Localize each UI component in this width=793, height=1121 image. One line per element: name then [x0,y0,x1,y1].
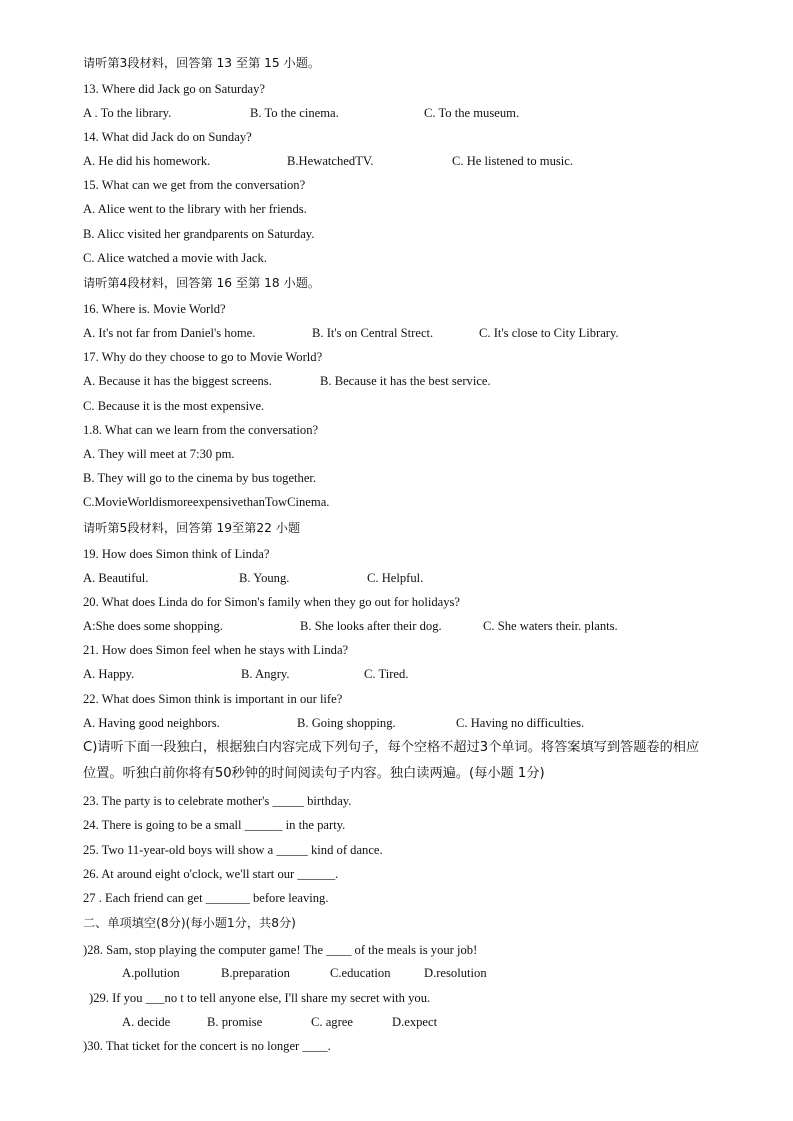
q19-option-a: A. Beautiful. [83,571,149,585]
question-29: )29. If you ___no t to tell anyone else, I'll share my secret with you. [89,991,431,1005]
q19-option-b: B. Young. [239,571,290,585]
question-25: 25. Two 11-year-old boys will show a _____ kind of dance. [83,843,383,857]
q17-option-a: A. Because it has the biggest screens. [83,374,272,388]
question-14: 14. What did Jack do on Sunday? [83,130,252,144]
q13-option-c: C. To the museum. [424,106,520,120]
question-28: )28. Sam, stop playing the computer game! The ____ of the meals is your job! [83,943,478,957]
q22-option-b: B. Going shopping. [297,716,396,730]
section-5-header: 请听第5段材料，回答第 19至第22 小题 [83,521,301,535]
q29-option-c: C. agree [311,1015,353,1029]
q28-option-a: A.pollution [122,966,180,980]
part-c-instructions-line1: C)请听下面一段独白，根据独白内容完成下列句子，每个空格不超过3个单词。将答案填写到答题卷的相应 [83,740,700,755]
q20-option-c: C. She waters their. plants. [483,619,618,633]
q17-option-b: B. Because it has the best service. [320,374,491,388]
section-3-header: 请听第3段材料，回答第 13 至第 15 小题。 [83,56,321,70]
q21-option-b: B. Angry. [241,667,290,681]
q20-option-a: A:She does some shopping. [83,619,223,633]
q14-option-c: C. He listened to music. [452,154,574,168]
q22-option-a: A. Having good neighbors. [83,716,220,730]
q29-option-a: A. decide [122,1015,171,1029]
q21-option-a: A. Happy. [83,667,135,681]
q18-option-a: A. They will meet at 7:30 pm. [83,447,235,461]
question-23: 23. The party is to celebrate mother's _____ birthday. [83,794,352,808]
section-4-header: 请听第4段材料，回答第 16 至第 18 小题。 [83,276,321,290]
q29-option-d: D.expect [392,1015,438,1029]
q15-option-c: C. Alice watched a movie with Jack. [83,251,267,265]
question-17: 17. Why do they choose to go to Movie World? [83,350,323,364]
q15-option-b: B. Alicc visited her grandparents on Saturday. [83,227,315,241]
question-19: 19. How does Simon think of Linda? [83,547,270,561]
q21-option-c: C. Tired. [364,667,409,681]
question-24: 24. There is going to be a small ______ in the party. [83,818,346,832]
q14-option-a: A. He did his homework. [83,154,211,168]
part-c-instructions-line2: 位置。听独白前你将有50秒钟的时间阅读句子内容。独白读两遍。(每小题 1分) [83,766,545,781]
question-30: )30. That ticket for the concert is no longer ____. [83,1039,331,1053]
q28-option-b: B.preparation [221,966,290,980]
q13-option-b: B. To the cinema. [250,106,339,120]
q16-option-a: A. It's not far from Daniel's home. [83,326,256,340]
q19-option-c: C. Helpful. [367,571,424,585]
question-22: 22. What does Simon think is important in our life? [83,692,343,706]
q14-option-b: B.HewatchedTV. [287,154,374,168]
q22-option-c: C. Having no difficulties. [456,716,585,730]
question-27: 27 . Each friend can get _______ before leaving. [83,891,329,905]
q28-option-c: C.education [330,966,391,980]
q15-option-a: A. Alice went to the library with her friends. [83,202,307,216]
question-18: 1.8. What can we learn from the conversation? [83,423,319,437]
q29-option-b: B. promise [207,1015,263,1029]
section-2-header: 二、单项填空(8分)(每小题1分，共8分) [83,916,296,930]
q20-option-b: B. She looks after their dog. [300,619,442,633]
question-15: 15. What can we get from the conversation? [83,178,306,192]
question-16: 16. Where is. Movie World? [83,302,226,316]
q18-option-b: B. They will go to the cinema by bus together. [83,471,317,485]
q16-option-b: B. It's on Central Strect. [312,326,434,340]
q16-option-c: C. It's close to City Library. [479,326,619,340]
question-26: 26. At around eight o'clock, we'll start our ______. [83,867,339,881]
q17-option-c: C. Because it is the most expensive. [83,399,265,413]
question-20: 20. What does Linda do for Simon's family when they go out for holidays? [83,595,460,609]
question-13: 13. Where did Jack go on Saturday? [83,82,265,96]
q13-option-a: A . To the library. [83,106,172,120]
q18-option-c: C.MovieWorldismoreexpensivethanTowCinema. [83,495,330,509]
question-21: 21. How does Simon feel when he stays with Linda? [83,643,349,657]
q28-option-d: D.resolution [424,966,487,980]
